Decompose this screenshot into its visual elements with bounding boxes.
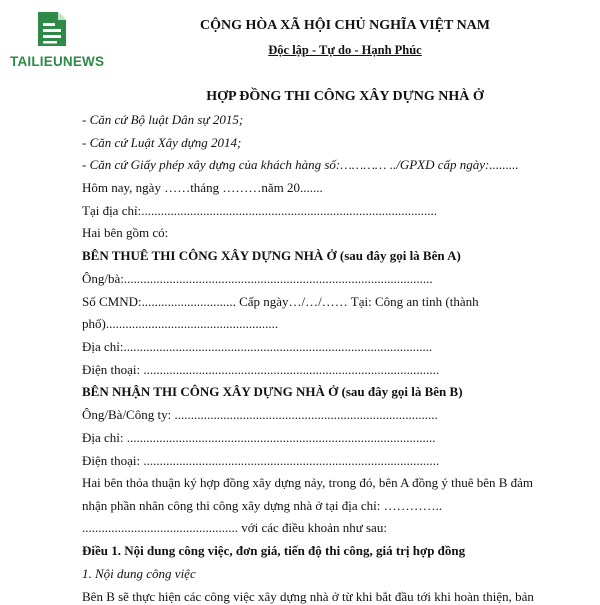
party-b-heading: BÊN NHẬN THI CÔNG XÂY DỰNG NHÀ Ở (sau đây gọi là Bên B) xyxy=(82,384,463,399)
national-title: CỘNG HÒA XÃ HỘI CHỦ NGHĨA VIỆT NAM xyxy=(199,18,490,33)
article-1-heading: Điều 1. Nội dung công việc, đơn giá, tiến độ thi công, giá trị hợp đồng xyxy=(82,543,466,558)
agreement-line-2: nhận phần nhân công thi công xây dựng nhà ở tại địa chỉ: ………….. xyxy=(82,498,443,513)
party-a-heading: BÊN THUÊ THI CÔNG XÂY DỰNG NHÀ Ở (sau đây gọi là Bên A) xyxy=(82,248,461,263)
national-motto: Độc lập - Tự do - Hạnh Phúc xyxy=(268,43,422,57)
legal-basis-1: - Căn cứ Bộ luật Dân sự 2015; xyxy=(82,112,244,127)
party-b-name-line: Ông/Bà/Công ty: ................................................................................. xyxy=(82,407,438,422)
document-icon xyxy=(36,10,68,48)
agreement-line-3: ................................................ với các điều khoản như sau: xyxy=(82,520,387,535)
document-title: HỢP ĐỒNG THI CÔNG XÂY DỰNG NHÀ Ở xyxy=(206,89,484,104)
party-a-id-line-cont: phố)..................................................... xyxy=(82,316,279,331)
party-b-address-line: Địa chỉ: ............................................................................................... xyxy=(82,430,436,445)
parties-intro: Hai bên gồm có: xyxy=(82,225,169,240)
section-1-heading: 1. Nội dung công việc xyxy=(82,566,196,581)
party-a-address-line: Địa chỉ:............................................................................................... xyxy=(82,339,433,354)
party-a-phone-line: Điện thoại: ........................................................................................... xyxy=(82,362,440,377)
party-a-id-line: Số CMND:............................. Cấp ngày…/…/…… Tại: Công an tỉnh (thành xyxy=(82,294,479,309)
date-line: Hôm nay, ngày ……tháng ………năm 20....... xyxy=(82,180,323,195)
agreement-line-1: Hai bên thỏa thuận ký hợp đồng xây dựng nảy, trong đó, bên A đồng ý thuê bên B đảm xyxy=(82,475,534,490)
party-b-phone-line: Điện thoại: ........................................................................................... xyxy=(82,453,440,468)
logo-text: TAILIEUNEWS xyxy=(10,54,105,69)
section-1-text: Bên B sẽ thực hiện các công việc xây dựng nhà ở từ khi bắt đầu tới khi hoàn thiện, bản xyxy=(82,589,534,604)
party-a-name-line: Ông/bà:............................................................................................... xyxy=(82,271,433,286)
place-line: Tại địa chỉ:........................................................................................... xyxy=(82,203,437,218)
legal-basis-3: - Căn cứ Giấy phép xây dựng của khách hàng số:………… ../GPXD cấp ngày:......... xyxy=(82,157,519,172)
legal-basis-2: - Căn cứ Luật Xây dựng 2014; xyxy=(82,135,242,150)
